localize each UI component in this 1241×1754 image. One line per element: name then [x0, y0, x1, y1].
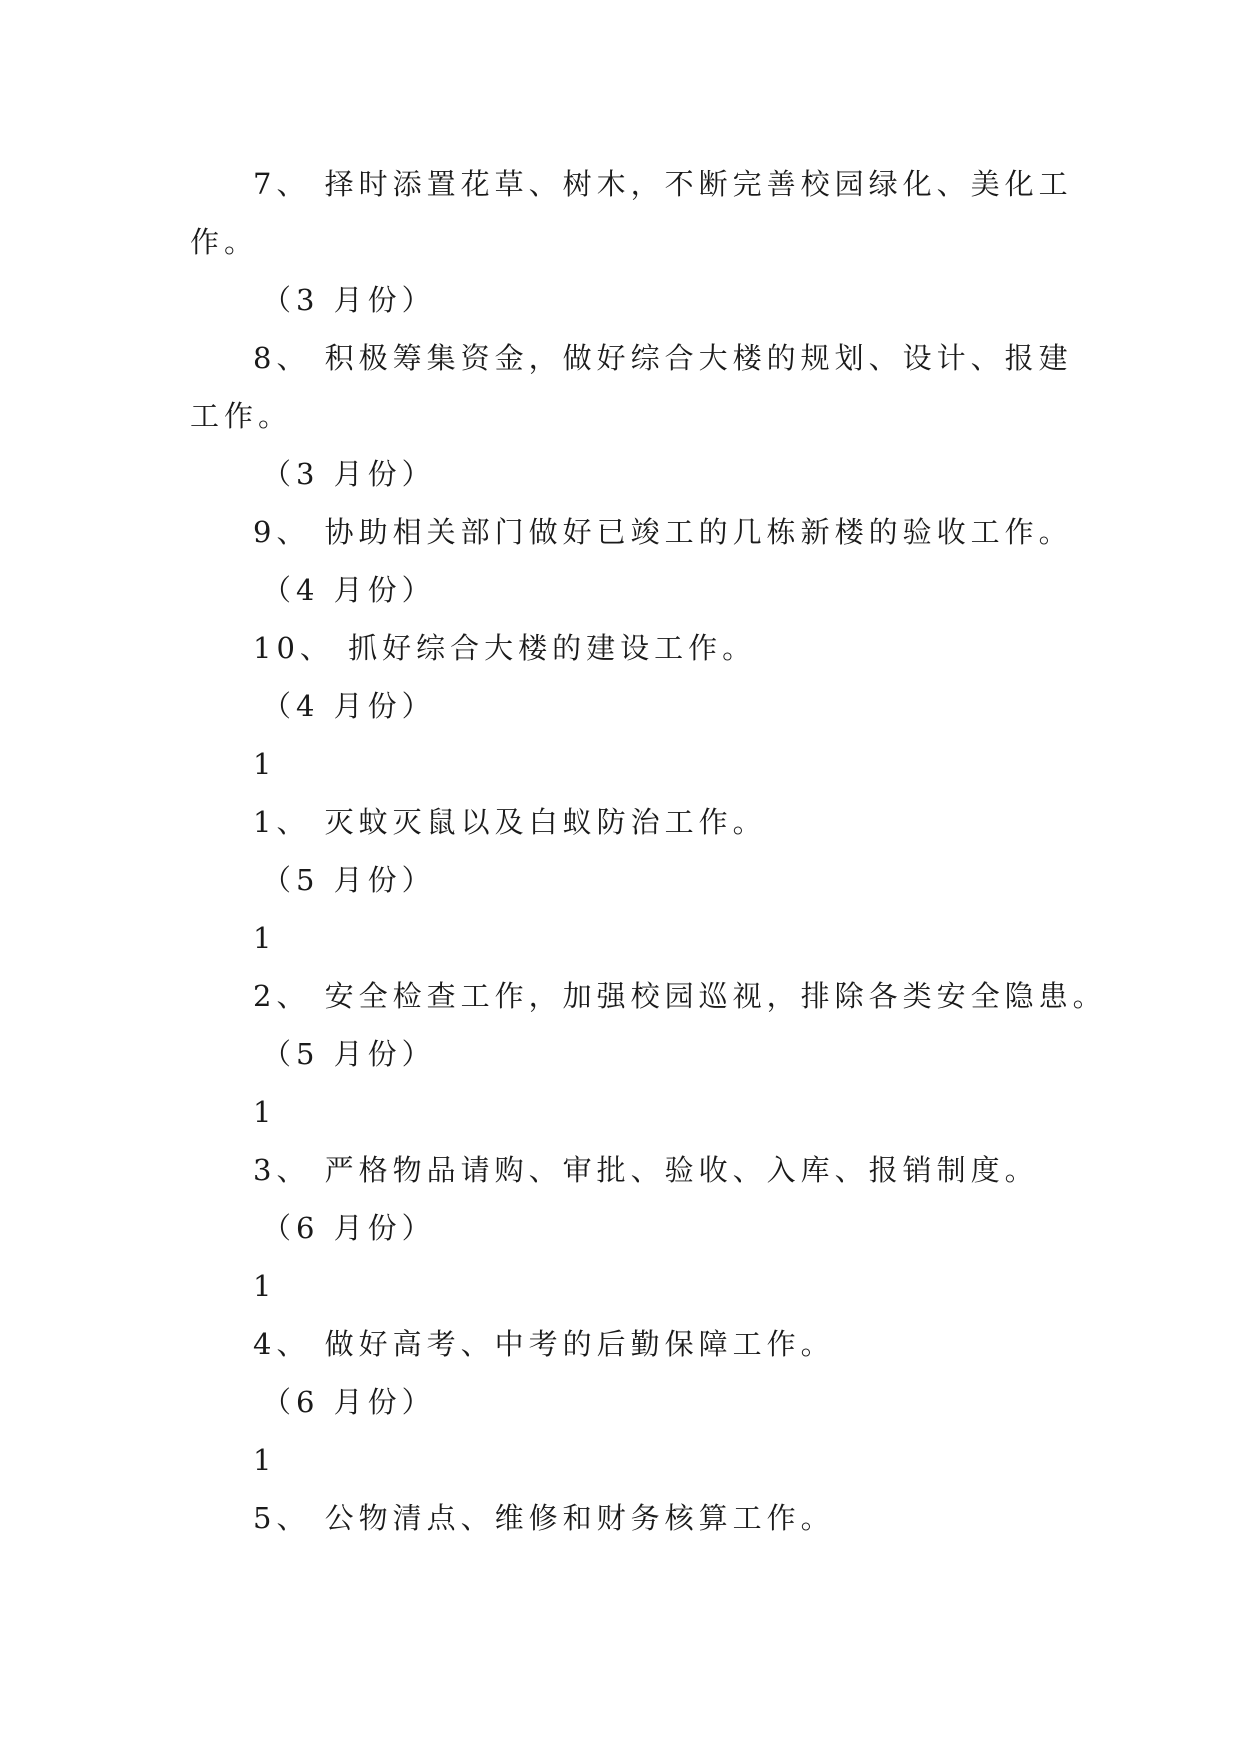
- item-9-month: （4 月份）: [262, 573, 436, 607]
- item-14-text: 4、 做好高考、中考的后勤保障工作。: [253, 1327, 835, 1361]
- item-15-number-prefix: 1: [253, 1443, 277, 1477]
- item-11-number-prefix: 1: [253, 747, 277, 781]
- item-12-number-prefix: 1: [253, 921, 277, 955]
- item-7-text-continued: 作。: [190, 225, 259, 259]
- item-13-number-prefix: 1: [253, 1095, 277, 1129]
- item-12-month: （5 月份）: [262, 1037, 436, 1071]
- item-15-text: 5、 公物清点、维修和财务核算工作。: [253, 1501, 835, 1535]
- item-9-text: 9、 协助相关部门做好已竣工的几栋新楼的验收工作。: [253, 515, 1073, 549]
- item-11-text: 1、 灭蚊灭鼠以及白蚁防治工作。: [253, 805, 767, 839]
- item-14-month: （6 月份）: [262, 1385, 436, 1419]
- item-10-month: （4 月份）: [262, 689, 436, 723]
- item-7-month: （3 月份）: [262, 283, 436, 317]
- item-8-text-continued: 工作。: [190, 399, 293, 433]
- item-13-month: （6 月份）: [262, 1211, 436, 1245]
- item-12-text: 2、 安全检查工作，加强校园巡视，排除各类安全隐患。: [253, 979, 1107, 1013]
- item-8-month: （3 月份）: [262, 457, 436, 491]
- item-13-text: 3、 严格物品请购、审批、验收、入库、报销制度。: [253, 1153, 1039, 1187]
- item-8-text: 8、 积极筹集资金，做好综合大楼的规划、设计、报建: [253, 341, 1073, 375]
- item-11-month: （5 月份）: [262, 863, 436, 897]
- item-14-number-prefix: 1: [253, 1269, 277, 1303]
- item-10-text: 10、 抓好综合大楼的建设工作。: [253, 631, 757, 665]
- item-7-text: 7、 择时添置花草、树木，不断完善校园绿化、美化工: [253, 167, 1073, 201]
